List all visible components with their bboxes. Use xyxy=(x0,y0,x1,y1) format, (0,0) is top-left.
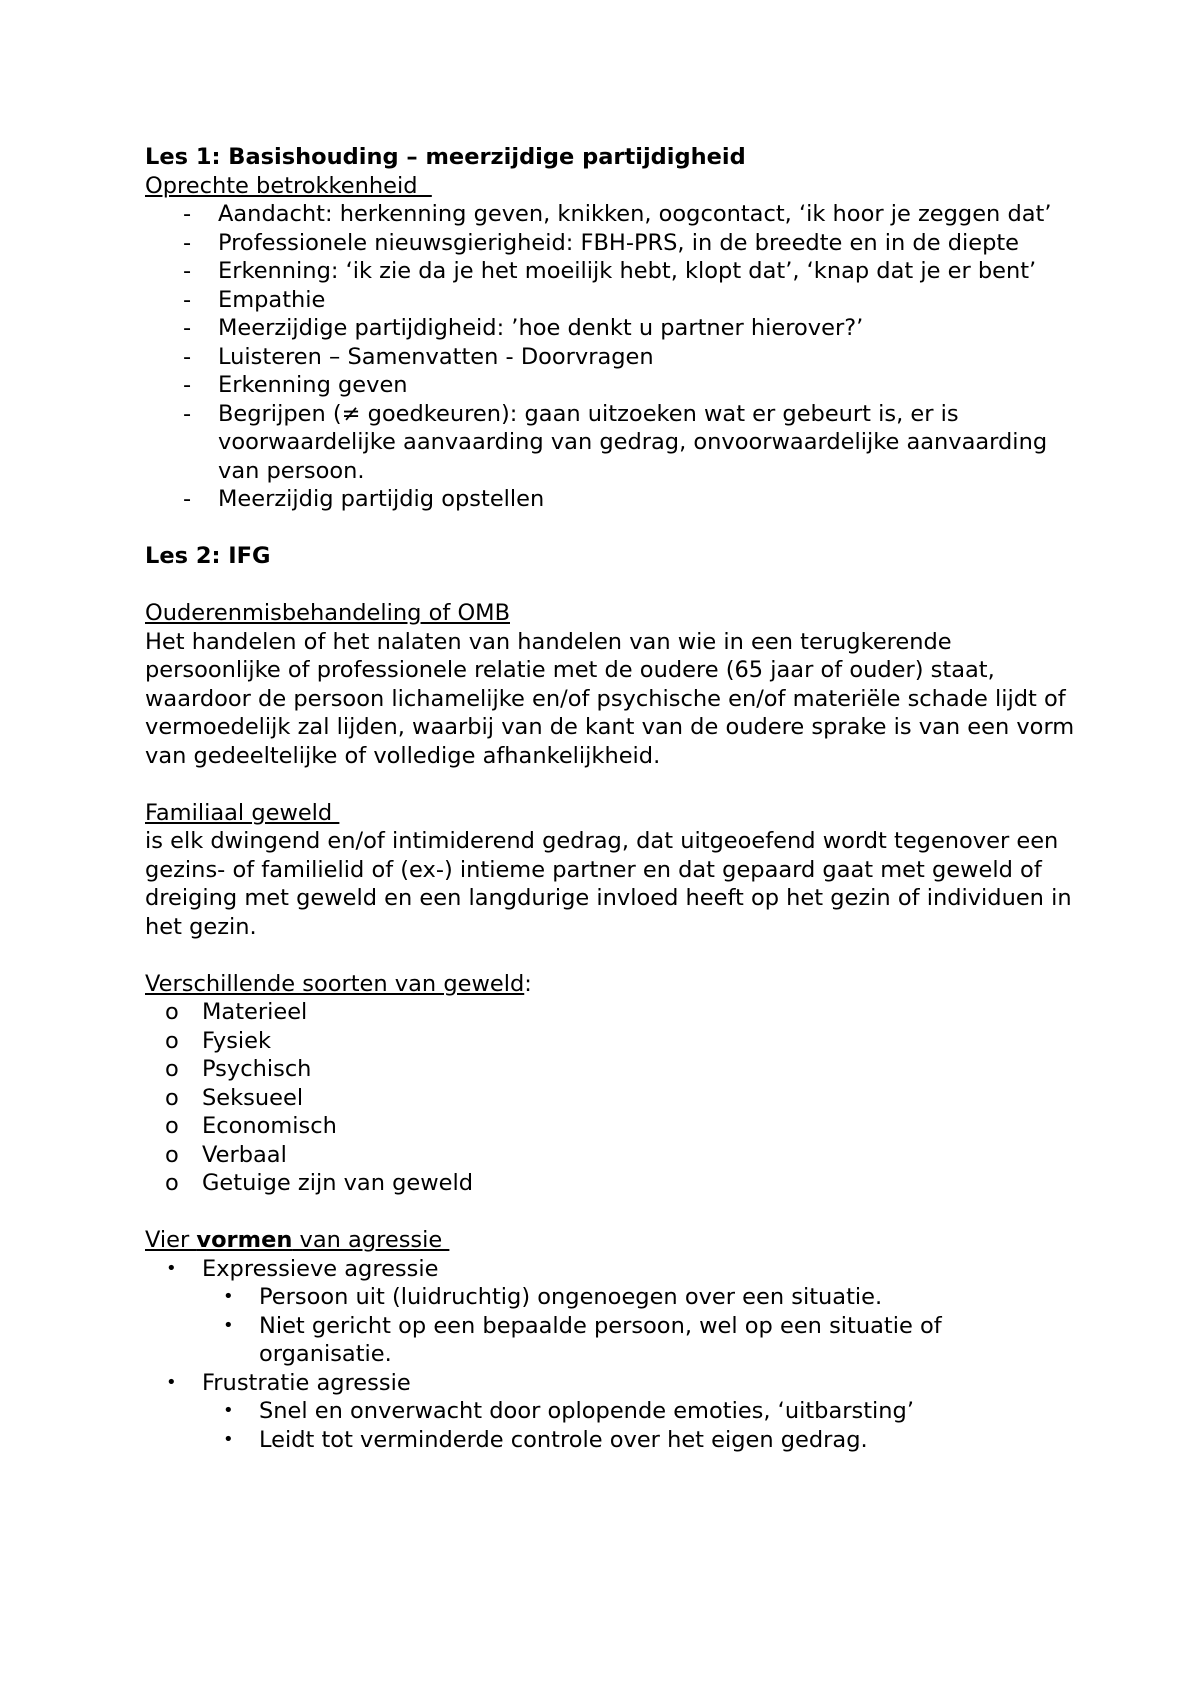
bullet: • xyxy=(223,1286,234,1307)
list-item-text: Getuige zijn van geweld xyxy=(202,1170,474,1196)
vormen-list xyxy=(145,1369,1075,1398)
list-item xyxy=(145,1312,1075,1369)
list-item xyxy=(145,998,1075,1027)
circle-bullet: o xyxy=(165,1170,179,1196)
list-item-text: Erkenning geven xyxy=(218,372,408,398)
list-item-text: Professionele nieuwsgierigheid: FBH-PRS, in de breedte en in de diepte xyxy=(218,229,1020,256)
circle-bullet: o xyxy=(165,1113,179,1139)
list-item xyxy=(145,343,1075,372)
list-item-text: Economisch xyxy=(202,1113,337,1139)
document-page xyxy=(145,143,1075,1454)
list-item-text: Meerzijdige partijdigheid: ’hoe denkt u partner hierover?’ xyxy=(218,315,864,341)
omb-definition: Het handelen of het nalaten van handelen van wie in een terugkerende persoonlijke of professionele relatie met de oudere (65 jaar of ouder) staat, waardoor de persoon lichamelijke en/of psychische en/of materiële schade lijdt of vermoedelijk zal lijden, waarbij van de kant van de oudere sprake is van een vorm van gedeeltelijke of volledige afhankelijkheid. xyxy=(145,628,1075,769)
dash-bullet: - xyxy=(183,400,192,427)
vormen-heading-post: van agressie xyxy=(292,1227,450,1253)
list-item-text: Meerzijdig partijdig opstellen xyxy=(218,486,545,512)
list-item xyxy=(145,400,1075,486)
bullet: • xyxy=(166,1257,177,1279)
vormen-list xyxy=(145,1255,1075,1284)
list-item-text: Aandacht: herkenning geven, knikken, oogcontact, ‘ik hoor je zeggen dat’ xyxy=(218,201,1052,227)
list-item xyxy=(145,1112,1075,1141)
vormen-heading-pre: Vier xyxy=(145,1227,197,1253)
circle-bullet: o xyxy=(165,999,179,1025)
list-item xyxy=(145,1141,1075,1170)
soorten-heading: Verschillende soorten van geweld xyxy=(145,970,525,997)
list-item-text: Niet gericht op een bepaalde persoon, wel op een situatie of organisatie. xyxy=(259,1312,942,1367)
soorten-colon: : xyxy=(524,970,532,997)
vormen-heading xyxy=(145,1226,1075,1255)
list-item-text: Erkenning: ‘ik zie da je het moeilijk hebt, klopt dat’, ‘knap dat je er bent’ xyxy=(218,258,1037,284)
list-item xyxy=(145,314,1075,343)
list-item-text: Persoon uit (luidruchtig) ongenoegen over een situatie. xyxy=(259,1284,883,1310)
dash-bullet: - xyxy=(183,201,192,227)
list-item xyxy=(145,1084,1075,1113)
list-item xyxy=(145,1369,1075,1398)
vormen-sublist xyxy=(145,1283,1075,1369)
list-item-text: Empathie xyxy=(218,286,326,313)
vormen-heading-bold: vormen xyxy=(196,1227,293,1253)
les1-dash-list xyxy=(145,200,1075,514)
bullet: • xyxy=(223,1314,234,1336)
dash-bullet: - xyxy=(183,343,192,370)
list-item xyxy=(145,1255,1075,1284)
list-item-text: Fysiek xyxy=(202,1027,272,1054)
list-item xyxy=(145,286,1075,315)
dash-bullet: - xyxy=(183,372,192,398)
list-item xyxy=(145,371,1075,400)
les1-heading: Les 1: Basishouding – meerzijdige partijdigheid xyxy=(145,144,746,170)
list-item xyxy=(145,200,1075,229)
circle-bullet: o xyxy=(165,1084,179,1111)
circle-bullet: o xyxy=(165,1027,179,1054)
list-item-text: Materieel xyxy=(202,999,308,1025)
list-item-text: Seksueel xyxy=(202,1084,304,1111)
dash-bullet: - xyxy=(183,258,192,284)
list-item-text: Psychisch xyxy=(202,1056,312,1082)
list-item-text: Frustratie agressie xyxy=(202,1369,411,1396)
omb-heading: Ouderenmisbehandeling of OMB xyxy=(145,600,510,626)
les1-subheading: Oprechte betrokkenheid xyxy=(145,172,432,199)
bullet: • xyxy=(223,1428,234,1450)
dash-bullet: - xyxy=(183,286,192,313)
list-item xyxy=(145,1055,1075,1084)
bullet: • xyxy=(223,1400,234,1421)
familiaal-geweld-definition: is elk dwingend en/of intimiderend gedrag, dat uitgeoefend wordt tegenover een gezins- of familielid of (ex-) intieme partner en dat gepaard gaat met geweld of dreiging met geweld en een langdurige invloed heeft op het gezin of individuen in het gezin. xyxy=(145,828,1072,940)
list-item-text: Expressieve agressie xyxy=(202,1255,439,1282)
soorten-heading-line xyxy=(145,970,1075,999)
list-item xyxy=(145,1283,1075,1312)
dash-bullet: - xyxy=(183,315,192,341)
list-item xyxy=(145,1169,1075,1198)
familiaal-geweld-heading: Familiaal geweld xyxy=(145,799,340,826)
list-item xyxy=(145,1027,1075,1056)
circle-bullet: o xyxy=(165,1141,179,1168)
bullet: • xyxy=(166,1371,177,1393)
list-item-text: Leidt tot verminderde controle over het eigen gedrag. xyxy=(259,1426,868,1453)
list-item-text: Snel en onverwacht door oplopende emoties, ‘uitbarsting’ xyxy=(259,1398,914,1424)
list-item-text: Begrijpen (≠ goedkeuren): gaan uitzoeken wat er gebeurt is, er is voorwaardelijke aanvaarding van gedrag, onvoorwaardelijke aanvaarding van persoon. xyxy=(218,400,1048,484)
vormen-sublist xyxy=(145,1397,1075,1454)
les2-heading: Les 2: IFG xyxy=(145,543,271,569)
dash-bullet: - xyxy=(183,229,192,256)
list-item xyxy=(145,257,1075,286)
list-item xyxy=(145,1397,1075,1426)
list-item xyxy=(145,485,1075,514)
soorten-list xyxy=(145,998,1075,1198)
list-item xyxy=(145,1426,1075,1455)
circle-bullet: o xyxy=(165,1056,179,1082)
list-item-text: Verbaal xyxy=(202,1141,287,1168)
dash-bullet: - xyxy=(183,486,192,512)
list-item xyxy=(145,229,1075,258)
list-item-text: Luisteren – Samenvatten - Doorvragen xyxy=(218,343,654,370)
